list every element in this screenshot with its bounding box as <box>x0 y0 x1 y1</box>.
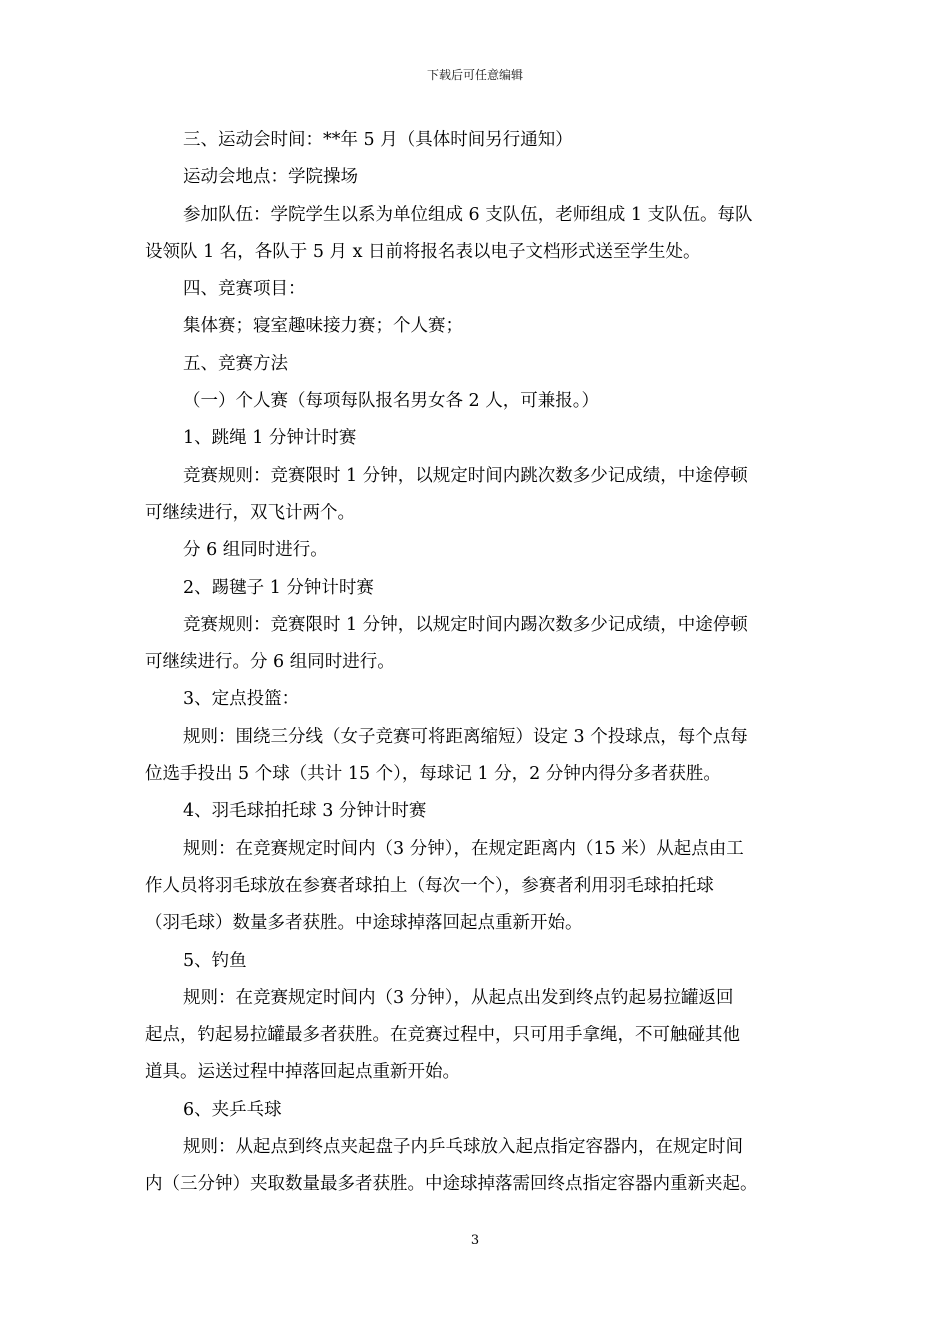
text-line: 4、羽毛球拍托球 3 分钟计时赛 <box>183 801 427 822</box>
text-line: 5、钓鱼 <box>183 950 247 971</box>
text-line: 3、定点投篮： <box>183 689 300 710</box>
text-line: 竞赛规则：竞赛限时 1 分钟，以规定时间内踢次数多少记成绩，中途停顿 <box>183 614 748 635</box>
text-line: 道具。运送过程中掉落回起点重新开始。 <box>145 1062 460 1083</box>
text-line: （羽毛球）数量多者获胜。中途球掉落回起点重新开始。 <box>145 913 583 934</box>
text-line: 五、竞赛方法 <box>183 353 288 374</box>
text-line: 可继续进行。分 6 组同时进行。 <box>145 652 395 673</box>
document-body <box>145 122 810 1204</box>
page-header: 下载后可任意编辑 <box>426 68 523 82</box>
text-line: 三、运动会时间：**年 5 月（具体时间另行通知） <box>183 130 573 150</box>
text-line: 竞赛规则：竞赛限时 1 分钟，以规定时间内跳次数多少记成绩，中途停顿 <box>183 465 748 486</box>
text-line: 1、跳绳 1 分钟计时赛 <box>183 428 357 449</box>
text-line: （一）个人赛（每项每队报名男女各 2 人，可兼报。） <box>183 391 600 412</box>
text-line: 位选手投出 5 个球（共计 15 个），每球记 1 分，2 分钟内得分多者获胜。 <box>145 764 721 785</box>
text-line: 内（三分钟）夹取数量最多者获胜。中途球掉落需回终点指定容器内重新夹起。 <box>145 1174 758 1195</box>
text-line: 规则：从起点到终点夹起盘子内乒乓球放入起点指定容器内，在规定时间 <box>183 1137 743 1158</box>
text-line: 运动会地点：学院操场 <box>183 167 358 188</box>
text-line: 集体赛；寝室趣味接力赛；个人赛； <box>183 316 463 337</box>
text-line: 作人员将羽毛球放在参赛者球拍上（每次一个），参赛者利用羽毛球拍托球 <box>145 875 714 896</box>
page-number: 3 <box>470 1233 480 1248</box>
text-line: 分 6 组同时进行。 <box>183 540 328 561</box>
text-line: 参加队伍：学院学生以系为单位组成 6 支队伍，老师组成 1 支队伍。每队 <box>183 204 753 225</box>
text-line: 规则：在竞赛规定时间内（3 分钟），从起点出发到终点钓起易拉罐返回 <box>183 987 734 1008</box>
text-line: 起点，钓起易拉罐最多者获胜。在竞赛过程中，只可用手拿绳，不可触碰其他 <box>145 1025 740 1046</box>
text-line: 规则：在竞赛规定时间内（3 分钟），在规定距离内（15 米）从起点由工 <box>183 838 744 859</box>
text-line: 设领队 1 名，各队于 5 月 x 日前将报名表以电子文档形式送至学生处。 <box>145 241 701 262</box>
text-line: 可继续进行，双飞计两个。 <box>145 502 355 523</box>
text-line: 6、夹乒乓球 <box>183 1099 282 1120</box>
text-line: 2、踢毽子 1 分钟计时赛 <box>183 577 374 598</box>
text-line: 四、竞赛项目： <box>183 279 306 300</box>
text-line: 规则：围绕三分线（女子竞赛可将距离缩短）设定 3 个投球点，每个点每 <box>183 726 748 747</box>
